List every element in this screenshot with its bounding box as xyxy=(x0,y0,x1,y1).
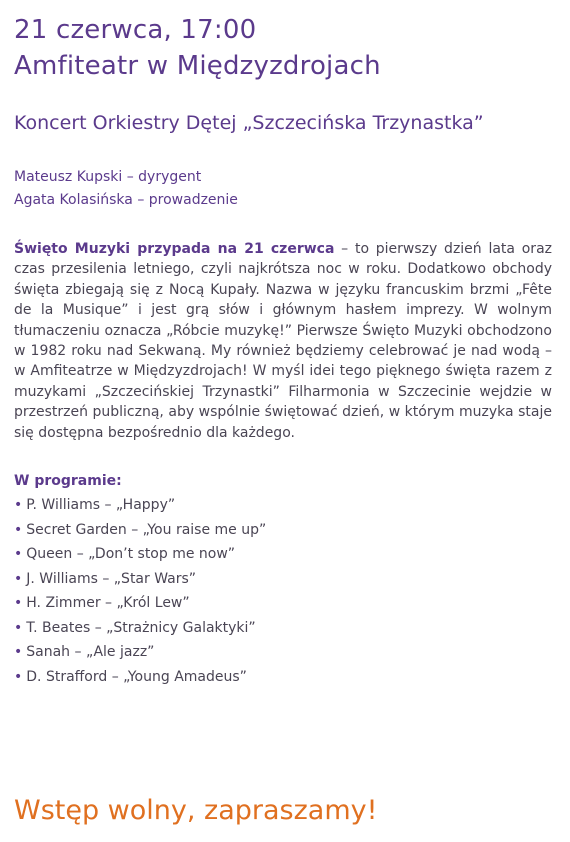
concert-title: Koncert Orkiestry Dętej „Szczecińska Trzynastka” xyxy=(14,112,484,134)
program-item: • H. Zimmer – „Król Lew” xyxy=(14,595,190,612)
program-item: • Sanah – „Ale jazz” xyxy=(14,644,155,661)
bullet-icon: • xyxy=(14,668,23,685)
event-date-time: 21 czerwca, 17:00 xyxy=(14,15,257,45)
event-description xyxy=(14,239,552,443)
program-item: • Queen – „Don’t stop me now” xyxy=(14,546,236,563)
program-item: • D. Strafford – „Young Amadeus” xyxy=(14,668,247,685)
program-item: • P. Williams – „Happy” xyxy=(14,497,176,514)
host-credit: Agata Kolasińska – prowadzenie xyxy=(14,192,238,208)
bullet-icon: • xyxy=(14,521,23,538)
bullet-icon: • xyxy=(14,644,23,661)
bullet-icon: • xyxy=(14,570,23,587)
program-item: • J. Williams – „Star Wars” xyxy=(14,570,197,587)
event-venue: Amfiteatr w Międzyzdrojach xyxy=(14,51,381,81)
bullet-icon: • xyxy=(14,619,23,636)
description-lead: Święto Muzyki przypada na 21 czerwca xyxy=(14,241,335,257)
program-heading: W programie: xyxy=(14,473,122,490)
bullet-icon: • xyxy=(14,595,23,612)
program-item: • T. Beates – „Strażnicy Galaktyki” xyxy=(14,619,256,636)
program-list xyxy=(14,493,552,689)
program-item: • Secret Garden – „You raise me up” xyxy=(14,521,267,538)
credits xyxy=(14,166,552,212)
bullet-icon: • xyxy=(14,497,23,514)
free-entry-invite: Wstęp wolny, zapraszamy! xyxy=(14,795,378,826)
description-body: – to pierwszy dzień lata oraz czas przesilenia letniego, czyli najkrótsza noc w roku. Dodatkowo obchody święta zbiegają się z Nocą Kupały. Nazwa w języku francuskim brzmi „Fête de la Musique” i jest grą słów i głównym hasłem imprezy. W wolnym tłumaczeniu oznacza „Róbcie muzykę!” Pierwsze Święto Muzyki obchodzono w 1982 roku nad Sekwaną. My również będziemy celebrować je nad wodą – w Amfiteatrze w Międzyzdrojach! W myśl idei tego pięknego święta razem z muzykami „Szczecińskiej Trzynastki” Filharmonia w Szczecinie wejdzie w przestrzeń publiczną, aby wspólnie świętować dzień, w którym muzyka staje się dostępna bezpośrednio dla każdego. xyxy=(14,241,552,441)
bullet-icon: • xyxy=(14,546,23,563)
conductor-credit: Mateusz Kupski – dyrygent xyxy=(14,169,202,185)
